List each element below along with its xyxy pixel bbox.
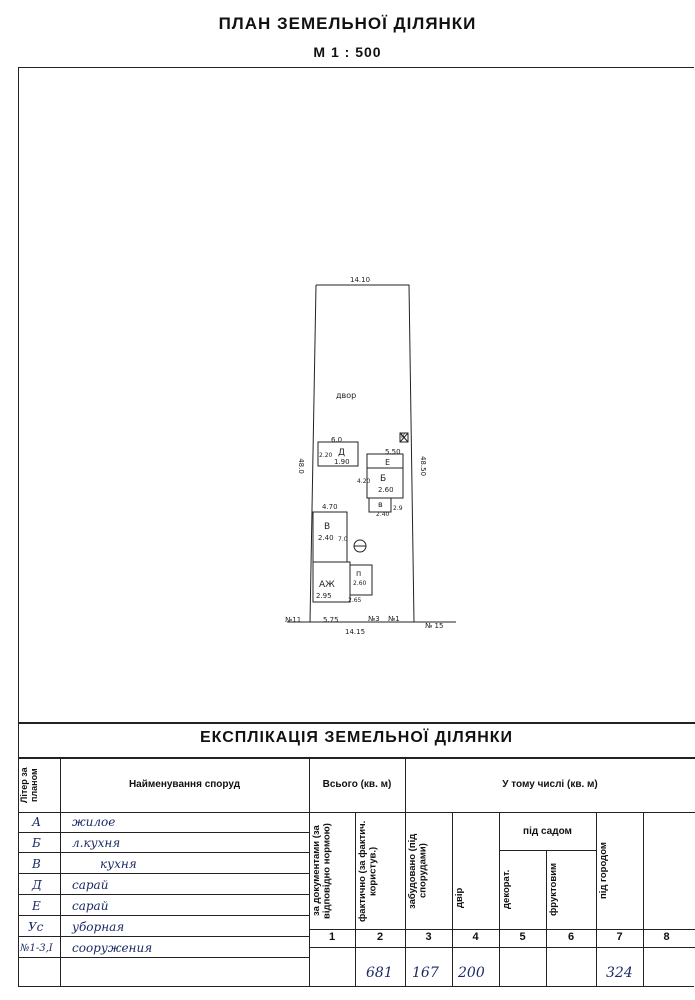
vline-7 <box>546 850 547 987</box>
value-actual: 681 <box>366 965 393 981</box>
bld-e-letter: Е <box>385 458 391 467</box>
bld-vv-letter: В <box>324 522 331 532</box>
vline-9 <box>643 812 644 987</box>
row-lit-v: В <box>32 857 41 871</box>
value-built: 167 <box>412 965 439 981</box>
bld-b-depth: 2.60 <box>378 486 394 494</box>
col-num-6: 6 <box>567 931 575 943</box>
bld-e-width: 5.50 <box>385 448 401 456</box>
row-lit-b: Б <box>32 836 41 850</box>
vline-3 <box>355 812 356 987</box>
sub-decor: декорат. <box>501 869 512 910</box>
bld-b-width: 4.20 <box>357 478 371 485</box>
row-rule-4 <box>18 894 309 895</box>
hline-garden <box>499 850 596 851</box>
bld-vv-depth: 2.40 <box>318 534 334 542</box>
col-num-7: 7 <box>616 931 623 943</box>
plan-yard-label: двор <box>336 391 357 400</box>
plan-bottom-n2: №1 <box>388 615 400 623</box>
bld-aj-depth: 2.65 <box>348 597 362 604</box>
plan-bottom-left-seg: 5.75 <box>323 616 339 624</box>
row-name-n: сооружения <box>72 941 153 955</box>
row-rule-2 <box>18 852 309 853</box>
sub-garden2: під городом <box>598 842 609 900</box>
row-lit-e: Е <box>32 899 41 913</box>
bld-d-letter: Д <box>338 448 346 458</box>
row-lit-d: Д <box>32 878 42 892</box>
hline-numbers-bottom <box>309 947 695 948</box>
col-num-3: 3 <box>425 931 432 943</box>
plan-bottom-width: 14.15 <box>345 628 366 636</box>
bld-v-letter: в <box>378 500 383 509</box>
plan-top-width: 14.10 <box>350 276 371 284</box>
col-name-header: Найменування споруд <box>128 779 241 790</box>
col-total-header: Всього (кв. м) <box>322 779 392 790</box>
bld-d-width: 6.0 <box>331 436 343 444</box>
bld-p-letter: п <box>356 569 362 578</box>
col-litera-header: Літер за планом <box>19 767 39 803</box>
row-lit-n: №1-3,І <box>20 943 53 954</box>
col-num-1: 1 <box>328 931 336 943</box>
row-rule-6 <box>18 936 309 937</box>
plan-neighbor-left: №11 <box>285 616 302 624</box>
bld-b-letter: Б <box>380 474 387 484</box>
plan-well-label: К <box>401 433 406 440</box>
sub-built: забудовано (під спорудами) <box>407 833 429 909</box>
sub-fruit: фруктовим <box>548 862 559 917</box>
plan-neighbor-right: № 15 <box>425 622 444 630</box>
col-incl-header: У тому числі (кв. м) <box>502 779 598 790</box>
plan-left-length: 48.0 <box>296 458 305 474</box>
bld-vv-width: 4.70 <box>322 503 338 511</box>
scale-label: М 1 : 500 <box>313 44 382 60</box>
value-garden: 324 <box>606 965 633 981</box>
vline-5 <box>452 812 453 987</box>
bld-d-height: 2.20 <box>319 452 333 459</box>
row-name-b: л.кухня <box>72 836 121 850</box>
row-rule-7 <box>18 957 309 958</box>
row-name-a: жилое <box>72 815 116 829</box>
row-name-e: сарай <box>72 899 109 913</box>
row-rule-5 <box>18 915 309 916</box>
table-top-rule <box>18 722 695 724</box>
col-garden-header: під садом <box>523 825 572 837</box>
row-rule-3 <box>18 873 309 874</box>
bld-v-height: 2.9 <box>393 505 403 512</box>
bld-aj-letter: АЖ <box>319 580 335 590</box>
col-num-5: 5 <box>519 931 526 943</box>
hline-header-left <box>18 812 309 813</box>
explication-title: ЕКСПЛІКАЦІЯ ЗЕМЕЛЬНОЇ ДІЛЯНКИ <box>199 729 514 746</box>
row-rule-1 <box>18 832 309 833</box>
plan-right-length: 48.50 <box>419 455 428 477</box>
vline-8 <box>596 812 597 987</box>
hline-numbers-top <box>309 929 695 930</box>
row-name-us: уборная <box>72 920 125 934</box>
row-lit-us: Ус <box>28 920 44 934</box>
bld-aj-height: 2.95 <box>316 592 332 600</box>
sub-docs: за документами (за відповідно нормою) <box>311 823 333 919</box>
bld-v-depth: 2.40 <box>376 511 390 518</box>
bld-p-depth: 2.60 <box>353 580 367 587</box>
row-name-v: кухня <box>100 857 137 871</box>
sub-actual: фактично (за фактич. користув.) <box>357 820 379 922</box>
sub-yard: двір <box>454 887 465 909</box>
row-lit-a: А <box>32 815 42 829</box>
plan-bottom-n: №3 <box>368 615 380 623</box>
page-title: ПЛАН ЗЕМЕЛЬНОЇ ДІЛЯНКИ <box>218 14 477 33</box>
col-num-8: 8 <box>663 931 670 943</box>
col-num-2: 2 <box>376 931 384 943</box>
row-name-d: сарай <box>72 878 109 892</box>
value-yard: 200 <box>458 965 485 981</box>
bld-vv-height: 7.0 <box>338 536 348 543</box>
bld-d-depth: 1.90 <box>334 458 350 466</box>
col-num-4: 4 <box>472 931 479 943</box>
